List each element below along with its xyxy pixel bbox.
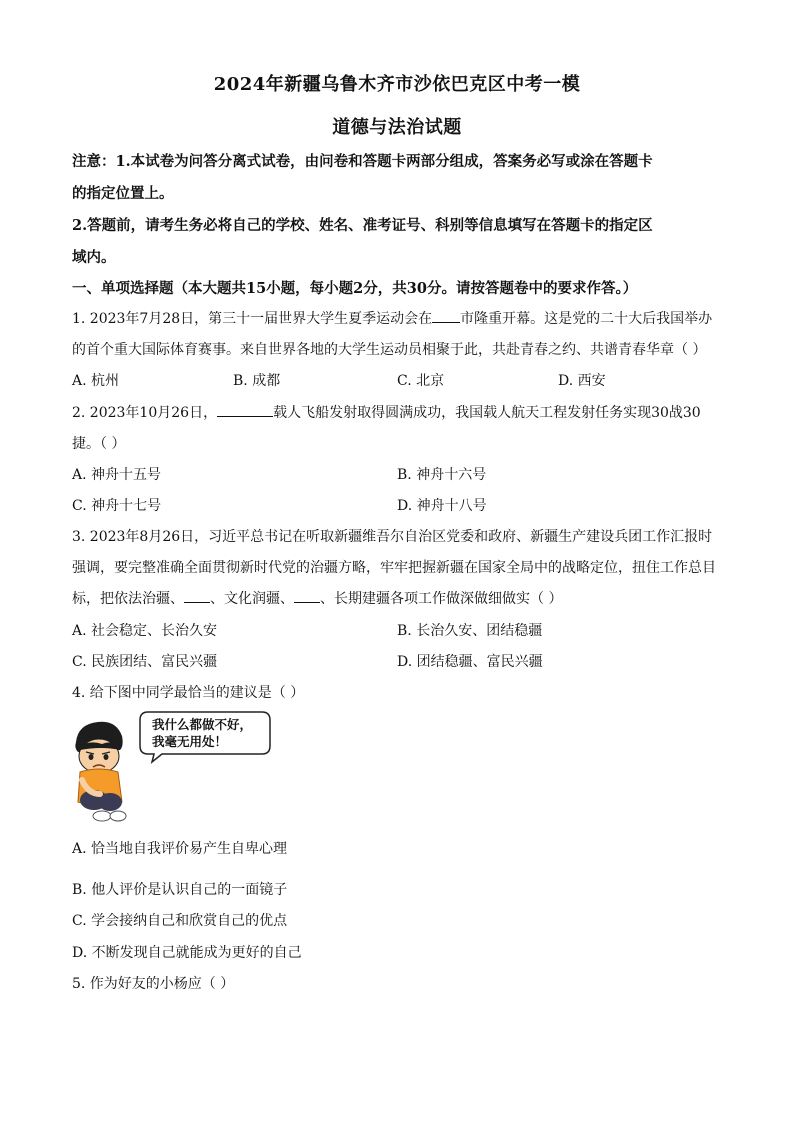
- notice-line-1: 注意：1.本试卷为问答分离式试卷，由问卷和答题卡两部分组成，答案务必写或涂在答题卡: [72, 153, 653, 170]
- q2-option-a[interactable]: A. 神舟十五号: [72, 467, 162, 483]
- q3-text-a: 标，把依法治疆、: [72, 591, 184, 607]
- q3-text-b: 、文化润疆、: [210, 591, 294, 607]
- notice-line-3: 2.答题前，请考生务必将自己的学校、姓名、准考证号、科别等信息填写在答题卡的指定区: [72, 217, 653, 234]
- q2-option-c[interactable]: C. 神舟十七号: [72, 498, 162, 514]
- q1-option-d[interactable]: D. 西安: [558, 373, 606, 389]
- q3-line-2: 强调，要完整准确全面贯彻新时代党的治疆方略，牢牢把握新疆在国家全局中的战略定位，扭住工作总目: [72, 560, 716, 576]
- q4-option-b[interactable]: B. 他人评价是认识自己的一面镜子: [72, 882, 288, 898]
- bubble-line-2: 我毫无用处！: [152, 734, 228, 749]
- sad-boy-illustration: [72, 706, 282, 826]
- q2-text-a: 2. 2023年10月26日，: [72, 405, 218, 421]
- q1-text-a: 1. 2023年7月28日，第三十一届世界大学生夏季运动会在: [72, 311, 433, 327]
- answer-blank: [294, 590, 320, 603]
- q2-line-2: 捷。（ ）: [72, 436, 126, 452]
- q1-option-c[interactable]: C. 北京: [397, 373, 445, 389]
- q3-option-d[interactable]: D. 团结稳疆、富民兴疆: [397, 654, 543, 670]
- q1-option-a[interactable]: A. 杭州: [72, 373, 120, 389]
- q4-option-d[interactable]: D. 不断发现自己就能成为更好的自己: [72, 945, 302, 961]
- answer-blank: [217, 404, 273, 417]
- q4-stem: 4. 给下图中同学最恰当的建议是（ ）: [72, 685, 305, 701]
- section-heading: 一、单项选择题（本大题共15小题，每小题2分，共30分。请按答题卷中的要求作答。）: [72, 280, 638, 297]
- q3-line-3: [72, 588, 722, 608]
- q2-option-d[interactable]: D. 神舟十八号: [397, 498, 487, 514]
- notice-line-2: 的指定位置上。: [72, 185, 174, 202]
- q3-option-c[interactable]: C. 民族团结、富民兴疆: [72, 654, 218, 670]
- q2-line-1: [72, 402, 722, 422]
- notice-line-4: 域内。: [72, 249, 116, 266]
- q1-option-b[interactable]: B. 成都: [233, 373, 281, 389]
- q2-option-b[interactable]: B. 神舟十六号: [397, 467, 487, 483]
- answer-blank: [432, 310, 460, 323]
- q3-option-a[interactable]: A. 社会稳定、长治久安: [72, 623, 218, 639]
- q1-line-1: [72, 308, 722, 328]
- q3-line-1: 3. 2023年8月26日，习近平总书记在听取新疆维吾尔自治区党委和政府、新疆生产建设兵团工作汇报时: [72, 529, 713, 545]
- answer-blank: [184, 590, 210, 603]
- bubble-line-1: 我什么都做不好，: [152, 717, 253, 732]
- q1-text-b: 市隆重开幕。这是党的二十大后我国举办: [460, 311, 713, 327]
- exam-title: 2024年新疆乌鲁木齐市沙依巴克区中考一模: [213, 74, 581, 95]
- q1-line-2: 的首个重大国际体育赛事。来自世界各地的大学生运动员相聚于此，共赴青春之约、共谱青春华章（ ）: [72, 342, 707, 358]
- q2-text-b: 载人飞船发射取得圆满成功，我国载人航天工程发射任务实现30战30: [273, 405, 701, 421]
- q4-option-a[interactable]: A. 恰当地自我评价易产生自卑心理: [72, 841, 288, 857]
- exam-subtitle: 道德与法治试题: [332, 117, 462, 138]
- q4-option-c[interactable]: C. 学会接纳自己和欣赏自己的优点: [72, 913, 288, 929]
- q5-stem: 5. 作为好友的小杨应（ ）: [72, 976, 235, 992]
- q3-option-b[interactable]: B. 长治久安、团结稳疆: [397, 623, 543, 639]
- q3-text-c: 、长期建疆各项工作做深做细做实（ ）: [320, 591, 563, 607]
- q4-illustration: [72, 706, 282, 826]
